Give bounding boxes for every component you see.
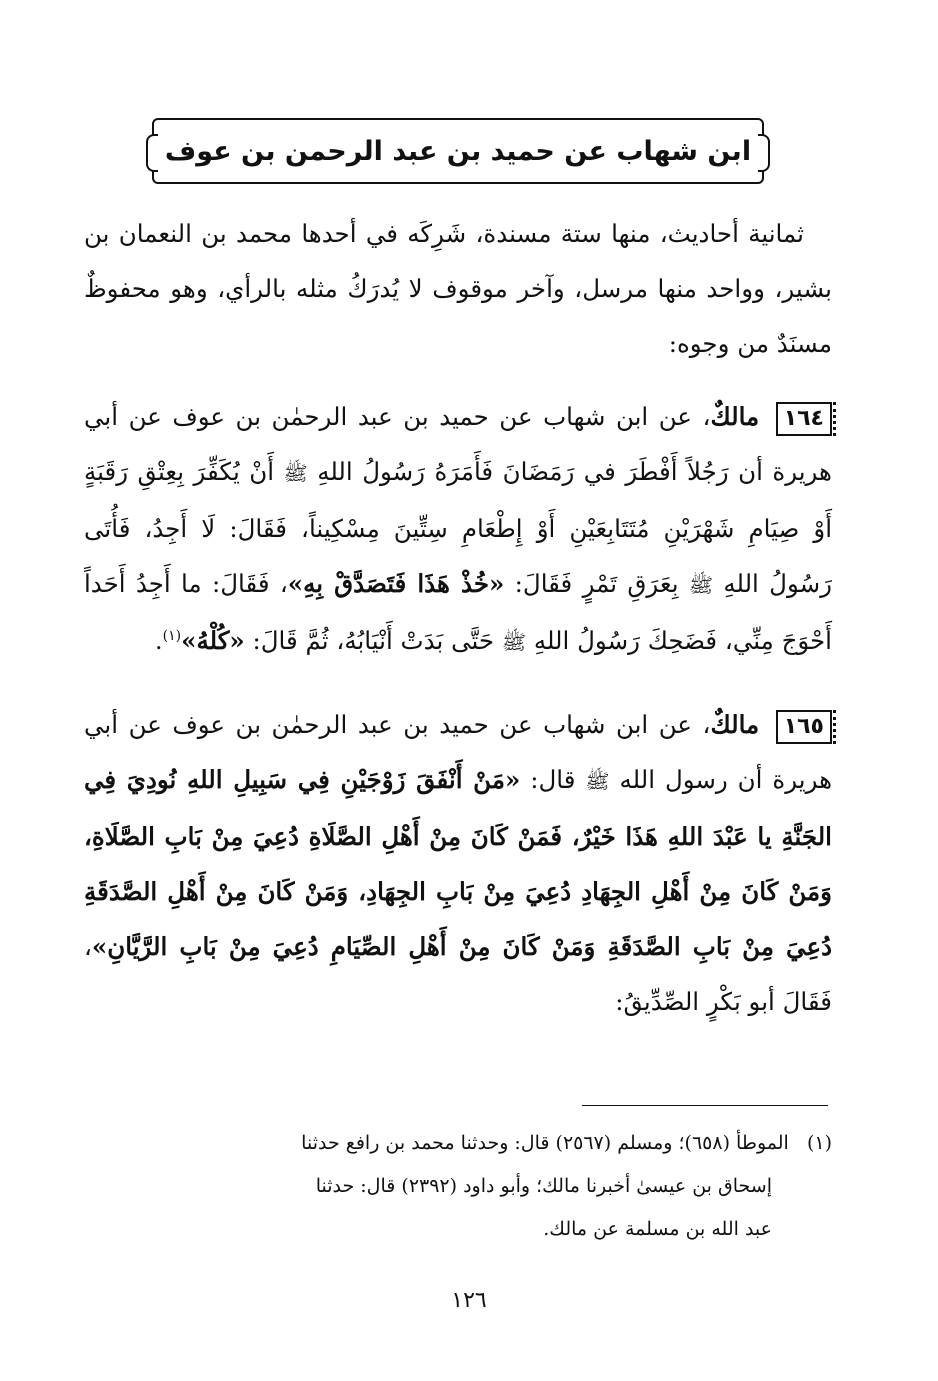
hadith-text: بِعَرَقِ تَمْرٍ فَقَالَ: <box>514 569 679 598</box>
hadith-text: ، فَقَالَ أبو بَكْرٍ الصِّدِّيقُ: <box>84 932 832 1016</box>
hadith-number-165: ١٦٥ <box>776 710 832 744</box>
intro-text: ثمانية أحاديث، منها ستة مسندة، شَرِكَه في أحدها محمد بن النعمان بن بشير، وواحد منها مرسل، وآخر موقوف لا يُدرَكُ مثله بالرأي، وهو محفوظٌ مسنَدٌ من وجوه: <box>84 219 832 358</box>
hadith-text: ، عن ابن شهاب عن حميد بن عبد الرحمٰن بن عوف عن أبي هريرة أن رسول الله <box>84 710 833 794</box>
chapter-title-box <box>152 118 764 184</box>
hadith-text: قال: <box>530 765 576 794</box>
salutation-symbol: ﷺ <box>501 630 527 654</box>
footnote-reference[interactable]: (١) <box>162 627 182 644</box>
intro-paragraph <box>84 206 832 371</box>
salutation-symbol: ﷺ <box>283 461 308 485</box>
hadith-text: ، فَقَالَ: ما أَجِدُ أَحَداً أَحْوَجَ مِنِّي، فَضَحِكَ رَسُولُ اللهِ <box>84 569 832 655</box>
hadith-narrator: مالكٌ <box>710 402 760 431</box>
footnote-marker: (١) <box>806 1132 832 1154</box>
hadith-quote: «كُلْهُ» <box>181 626 245 655</box>
hadith-quote: «مَنْ أَنْفَقَ زَوْجَيْنِ فِي سَبِيلِ اللهِ نُودِيَ فِي الجَنَّةِ يا عَبْدَ اللهِ هَذَا خَيْرٌ، فَمَنْ كَانَ مِنْ أَهْلِ الصَّلَاةِ دُعِيَ مِنْ بَابِ الصَّلَاةِ، وَمَنْ كَانَ مِنْ أَهْلِ الجِهَادِ دُعِيَ مِنْ بَابِ الجِهَادِ، وَمَنْ كَانَ مِنْ أَهْلِ الصَّدَقَةِ دُعِيَ مِنْ بَابِ الصَّدَقَةِ وَمَنْ كَانَ مِنْ أَهْلِ الصِّيَامِ دُعِيَ مِنْ بَابِ الرَّيَّانِ» <box>84 765 832 961</box>
hadith-narrator: مالكٌ <box>710 710 760 739</box>
footnote-text: الموطأ (٦٥٨)؛ ومسلم (٢٥٦٧) قال: وحدثنا محمد بن رافع حدثنا <box>301 1132 789 1154</box>
hadith-text: حَتَّى بَدَتْ أَنْيَابُهُ، ثُمَّ قَالَ: <box>252 626 495 655</box>
footnote-line: إسحاق بن عيسىٰ أخبرنا مالك؛ وأبو داود (٢٣٩٢) قال: حدثنا <box>315 1175 772 1197</box>
footnote-line <box>92 1122 832 1165</box>
hadith-number-164: ١٦٤ <box>776 402 832 436</box>
footnote-1 <box>92 1122 832 1251</box>
hadith-165 <box>84 697 832 1029</box>
hadith-text: ، عن ابن شهاب عن حميد بن عبد الرحمٰن بن عوف عن أبي هريرة أن رَجُلاً أَفْطَرَ في رَمَضَانَ فَأَمَرَهُ رَسُولُ اللهِ <box>84 402 832 486</box>
footnote-line: عبد الله بن مسلمة عن مالك. <box>543 1218 772 1240</box>
salutation-symbol: ﷺ <box>688 573 714 597</box>
chapter-title: ابن شهاب عن حميد بن عبد الرحمن بن عوف <box>164 135 752 167</box>
hadith-text: أَنْ يُكَفِّرَ بِعِتْقِ رَقَبَةٍ أَوْ صِيَامِ شَهْرَيْنِ مُتَتَابِعَيْنِ أَوْ إِطْعَامِ سِتِّينَ مِسْكِيناً، فَقَالَ: لَا أَجِدُ، فَأُتَى رَسُولُ اللهِ <box>84 457 832 598</box>
hadith-quote: «خُذْ هَذَا فَتَصَدَّقْ بِهِ» <box>287 569 505 598</box>
footnote-separator <box>582 1105 828 1106</box>
hadith-164 <box>84 389 832 670</box>
sentence-end: . <box>154 626 163 655</box>
page-number: ١٢٦ <box>451 1288 487 1313</box>
salutation-symbol: ﷺ <box>585 769 610 793</box>
